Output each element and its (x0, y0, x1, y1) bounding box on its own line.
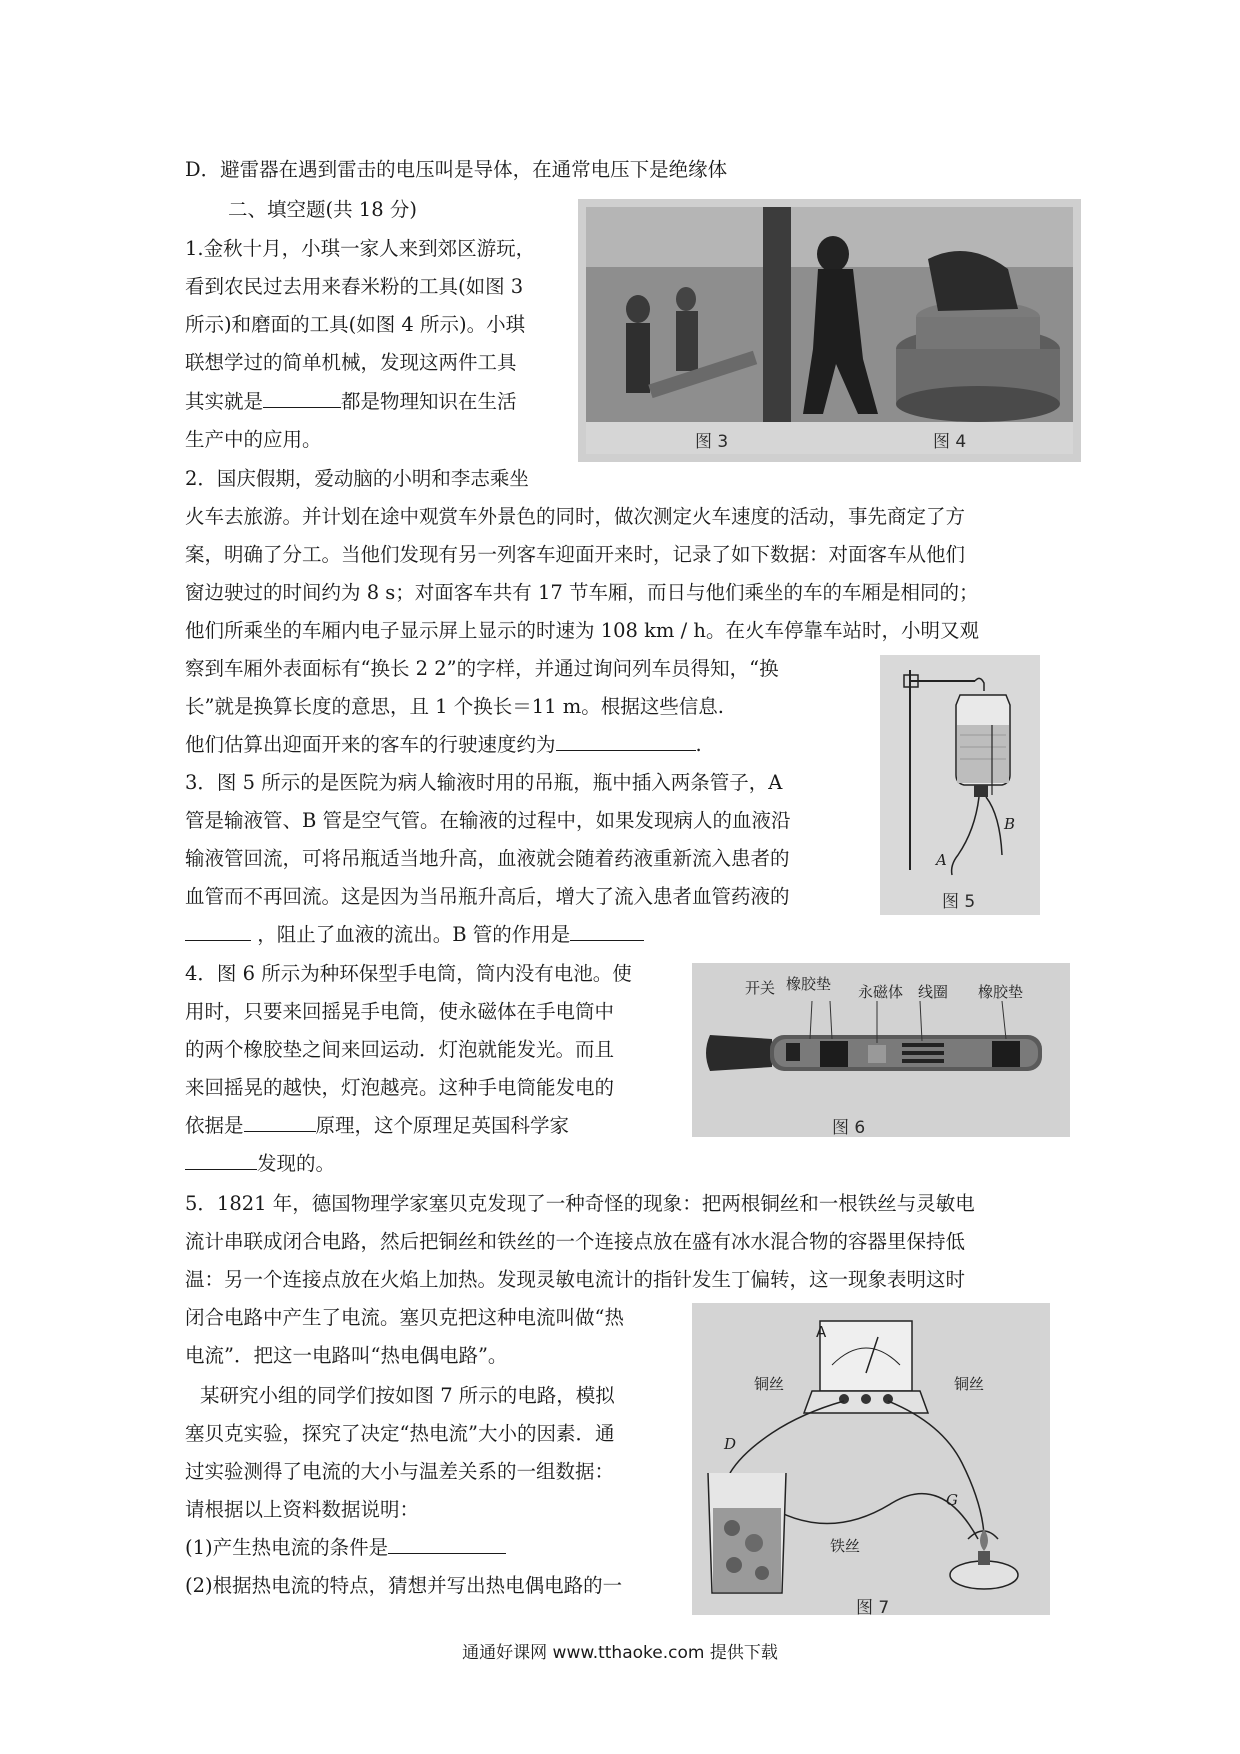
q2-blank[interactable] (556, 728, 696, 751)
q2-line-8 (185, 728, 702, 762)
q1-blank[interactable] (263, 385, 341, 408)
q3-line-3: 输液管回流，可将吊瓶适当地升高，血液就会随着药液重新流入患者的 (185, 847, 790, 870)
q3-line-4: 血管而不再回流。这是因为当吊瓶升高后，增大了流入患者血管药液的 (185, 885, 790, 908)
q5-line-1: 5．1821 年，德国物理学家塞贝克发现了一种奇怪的现象：把两根铜丝和一根铁丝与灵敏电 (185, 1192, 975, 1215)
q5-line-3: 温：另一个连接点放在火焰上加热。发现灵敏电流计的指针发生丁偏转，这一现象表明这时 (185, 1268, 966, 1291)
q4-line-6 (185, 1147, 335, 1181)
q2-line-5: 他们所乘坐的车厢内电子显示屏上显示的时速为 108 km / h。在火车停靠车站时，小明又观 (185, 619, 979, 642)
q5-text-a: (1)产生热电流的条件是 (185, 1536, 389, 1559)
iv-drip-diagram (880, 655, 1040, 915)
q4-line-1: 4．图 6 所示为种环保型手电筒，筒内没有电池。使 (185, 962, 632, 985)
q1-line-2: 看到农民过去用来舂米粉的工具(如图 3 (185, 275, 524, 298)
q5-line-4: 闭合电路中产生了电流。塞贝克把这种电流叫做“热 (185, 1306, 624, 1329)
figure-3-caption: 图 3 (695, 432, 729, 452)
q4-line-3: 的两个橡胶垫之间来回运动．灯泡就能发光。而且 (185, 1038, 615, 1061)
q3-line-1: 3．图 5 所示的是医院为病人输液时用的吊瓶，瓶中插入两条管子，A (185, 771, 783, 794)
q4-text-c: 发现的。 (257, 1152, 336, 1175)
q3-blank-1[interactable] (185, 918, 251, 941)
meter-label: A (816, 1323, 827, 1341)
q1-line-3: 所示)和磨面的工具(如图 4 所示)。小琪 (185, 313, 526, 336)
q1-line-6: 生产中的应用。 (185, 428, 322, 451)
q1-line-1: 1.金秋十月，小琪一家人来到郊区游玩， (185, 237, 536, 260)
figure-5 (880, 655, 1040, 915)
figure-3-4-photo (578, 199, 1081, 462)
q4-blank-1[interactable] (244, 1109, 316, 1132)
q2-text-b: . (695, 733, 702, 756)
q3-text: ，阻止了血液的流出。B 管的作用是 (257, 923, 571, 946)
q5-line-6: 某研究小组的同学们按如图 7 所示的电路，模拟 (200, 1384, 615, 1407)
q1-text-b: 都是物理知识在生活 (341, 390, 517, 413)
q2-line-7: 长”就是换算长度的意思，且 1 个换长＝11 m。根据这些信息. (185, 695, 724, 718)
coil-label: 线圈 (918, 983, 949, 1001)
q4-line-2: 用时，只要来回摇晃手电筒，使永磁体在手电筒中 (185, 1000, 615, 1023)
q5-line-9: 请根据以上资料数据说明： (185, 1498, 420, 1521)
section-heading: 二、填空题(共 18 分) (228, 198, 417, 221)
figure-5-caption: 图 5 (942, 892, 976, 912)
farm-tools-photo (578, 199, 1081, 462)
junction-g-label: G (946, 1491, 958, 1509)
q5-line-10 (185, 1531, 506, 1565)
q2-line-3: 案，明确了分工。当他们发现有另一列客车迎面开来时，记录了如下数据：对面客车从他们 (185, 543, 966, 566)
q1-line-4: 联想学过的简单机械，发现这两件工具 (185, 351, 517, 374)
q2-line-6: 察到车厢外表面标有“换长 2 2”的字样，并通过询问列车员得知，“换 (185, 657, 779, 680)
q4-line-5 (185, 1109, 569, 1143)
figure-4-caption: 图 4 (933, 432, 967, 452)
rubber-pad-label-1: 橡胶垫 (786, 975, 832, 993)
q4-text-b: 原理，这个原理足英国科学家 (315, 1114, 570, 1137)
q5-line-2: 流计串联成闭合电路，然后把铜丝和铁丝的一个连接点放在盛有冰水混合物的容器里保持低 (185, 1230, 966, 1253)
q2-text-a: 他们估算出迎面开来的客车的行驶速度约为 (185, 733, 556, 756)
junction-d-label: D (724, 1435, 737, 1453)
q3-line-5 (185, 918, 644, 952)
tube-a-label: A (936, 851, 947, 869)
option-d: D．避雷器在遇到雷击的电压叫是导体，在通常电压下是绝缘体 (185, 158, 728, 181)
figure-6 (692, 963, 1070, 1137)
iron-wire-label: 铁丝 (830, 1537, 861, 1555)
q2-line-1: 2．国庆假期，爱动脑的小明和李志乘坐 (185, 467, 529, 490)
q5-blank[interactable] (388, 1531, 506, 1554)
copper-wire-label-1: 铜丝 (754, 1375, 785, 1393)
q4-text-a: 依据是 (185, 1114, 244, 1137)
q5-line-8: 过实验测得了电流的大小与温差关系的一组数据： (185, 1460, 615, 1483)
figure-7 (692, 1303, 1050, 1615)
q1-line-5 (185, 385, 517, 419)
q4-line-4: 来回摇晃的越快，灯泡越亮。这种手电筒能发电的 (185, 1076, 615, 1099)
thermocouple-diagram (692, 1303, 1050, 1615)
switch-label: 开关 (745, 979, 776, 997)
q2-line-4: 窗边驶过的时间约为 8 s；对面客车共有 17 节车厢，而日与他们乘坐的车的车厢是相同的； (185, 581, 979, 604)
q5-line-5: 电流”．把这一电路叫“热电偶电路”。 (185, 1344, 508, 1367)
q3-line-2: 管是输液管、B 管是空气管。在输液的过程中，如果发现病人的血液沿 (185, 809, 791, 832)
q2-line-2: 火车去旅游。并计划在途中观赏车外景色的同时，做次测定火车速度的活动，事先商定了方 (185, 505, 966, 528)
figure-6-caption: 图 6 (832, 1118, 866, 1137)
rubber-pad-label-2: 橡胶垫 (978, 983, 1024, 1001)
q4-blank-2[interactable] (185, 1147, 257, 1170)
q3-blank-2[interactable] (570, 918, 644, 941)
page-footer: 通通好课网 www.tthaoke.com 提供下载 (462, 1643, 778, 1663)
q1-text-a: 其实就是 (185, 390, 264, 413)
figure-7-caption: 图 7 (856, 1598, 890, 1615)
tube-b-label: B (1004, 815, 1016, 833)
q5-line-11: (2)根据热电流的特点，猜想并写出热电偶电路的一 (185, 1574, 623, 1597)
copper-wire-label-2: 铜丝 (954, 1375, 985, 1393)
q5-line-7: 塞贝克实验，探究了决定“热电流”大小的因素．通 (185, 1422, 615, 1445)
magnet-label: 永磁体 (858, 983, 904, 1001)
